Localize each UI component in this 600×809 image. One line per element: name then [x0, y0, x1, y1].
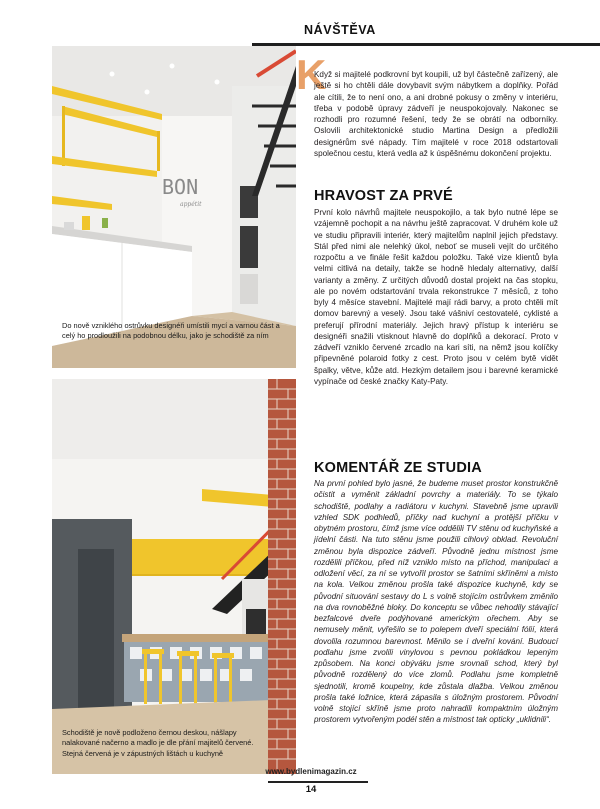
intro-paragraph: Když si majitelé podkrovní byt koupili, už byl částečně zařízený, ale ještě si ho chtěli dále dovybavit svým nábytkem a doplňky. Pořád ale cítili, že to není ono, a ani drobné pokusy o změny v interiéru, třeba v podobě úpravy zádveří je neuspokojovaly. Nakonec se rozhodli pro rozumné řešení, tedy že se obrátí na odborníky. Oslovili architektonické studio Martina Design a předložili designérům své nápady. Tím majitelé v roce 2018 odstartovali společnou cestu, která vedla až k úspěšnému dokončení projektu. [314, 70, 558, 158]
heading-hravost: HRAVOST ZA PRVÉ [314, 188, 453, 204]
wall-sign-script: appétit [180, 201, 202, 208]
footer-divider [268, 781, 368, 783]
page-number: 14 [305, 784, 317, 795]
wall-sign-bon: BON [162, 175, 199, 199]
article-body-2 [314, 478, 558, 726]
kitchen-photo-top [52, 46, 296, 368]
body-paragraph-1: První kolo návrhů majitele neuspokojilo, a tak bylo nutné lépe se vzájemně pochopit a na návrhu ještě zapracovat. V druhém kole už ve studiu připravili interiér, který majitelům naplnil jejich představy. Stál před nimi ale nelehký úkol, neboť se museli vejít do určitého rozpočtu a ve finále řešit každou položku. Také vize klientů byla velmi citlivá na detaily, takže se hodně hledaly alternativy, další varianty a změny. Z určitých důvodů dostal projekt na čas stopku, ale po novém odstartování trvala rekonstrukce 7 měsíců, z toho byly 4 měsíce stavební. Majitelé mají rádi barvy, a proto chtěli mít domov barevný a veselý. Jsou také vášniví cestovatelé, cyklisté a preferují přírodní materiály. Jejich hravý přístup k interiéru se designéři snažili vtisknout hlavně do doplňků a dekorací. Proto v zádveří vzniklo červené zrcadlo na kari síti, na němž jsou kolíčky připevněné polaroid fotky z cest. Proto jsou v celém bytě vidět špalky, větve, kůže atd. Hezkým detailem jsou i barevné keramické vypínače od české značky Katy-Paty. [314, 208, 558, 386]
section-header [252, 16, 600, 46]
photo-caption-bottom: Schodiště je nově podloženo černou deskou, nášlapy nalakované načerno a madlo je dle přání majitelů červené. Stejná červená je v zápustných lištách u kuchyně [62, 728, 254, 758]
kitchen-illustration-top [52, 46, 296, 368]
section-label: NÁVŠTĚVA [304, 23, 376, 37]
kitchen-photo-bottom [52, 379, 296, 774]
article-intro [314, 69, 558, 159]
body-paragraph-2: Na první pohled bylo jasné, že budeme muset prostor konstrukčně očistit a vyměnit základní povrchy a materiály. To se týkalo schodiště, podlahy a radiátoru v kuchyni. Stavebně jsme upravili vzhled SDK podhledů, příčky nad kuchyní a protější příčku v obytném prostoru, čímž jsme více oddělili TV stěnu od kuchyňské a jídelní části. Na tuto stěnu jsme použili cihlový obklad. Revoluční změnou byla dispozice zádveří. Původně jednu místnost jsme rozdělili příčkou, před níž vzniklo místo na příchod, manipulaci a odložení věcí, za ní se vytvořil prostor se šatními skříněmi a místo na kola. Velkou změnou prošla také dispozice kuchyně, kdy se původní situování sestavy do L s volně stojícím ostrůvkem změnilo na dva rovnoběžné bloky. Do konceptu se vůbec nehodily stávající bezfalcové dveře podýhované americkým ořechem. Aby se nemusely měnit, vyřešilo se to polepem dveří speciální fólií, která dovolila rozumnou barevnost. Měnilo se i dveřní kování. Budoucí podlahu jsme zvolili vinylovou s pevnou pokládkou lepeným způsobem. Na konci obýváku jsme srovnali schod, který byl původně rozdělený do více zlomů. Podlahu jsme kompletně sjednotili, kromě koupelny, kde zůstala dlažba. Velkou změnou prošla také ložnice, která zápasila s úložným prostorem. Původní volně stojící skříně jsme proto nahradili kompaktním úložným prostorem vytvořeným podél stěn a místnost tak opticky „uklidnili“. [314, 479, 558, 725]
kitchen-illustration-bottom [52, 379, 296, 774]
drop-cap: K [296, 51, 327, 98]
brick-wall-strip [268, 379, 296, 774]
footer-url: www.bydlenimagazin.cz [265, 767, 357, 776]
heading-komentar: KOMENTÁŘ ZE STUDIA [314, 460, 482, 476]
brick-pattern [268, 379, 296, 774]
photo-caption-top: Do nově vzniklého ostrůvku designéři umístili mycí a varnou část a celý ho prodloužili na podobnou délku, jako je schodiště za ním [62, 321, 280, 341]
article-body-1 [314, 207, 558, 387]
